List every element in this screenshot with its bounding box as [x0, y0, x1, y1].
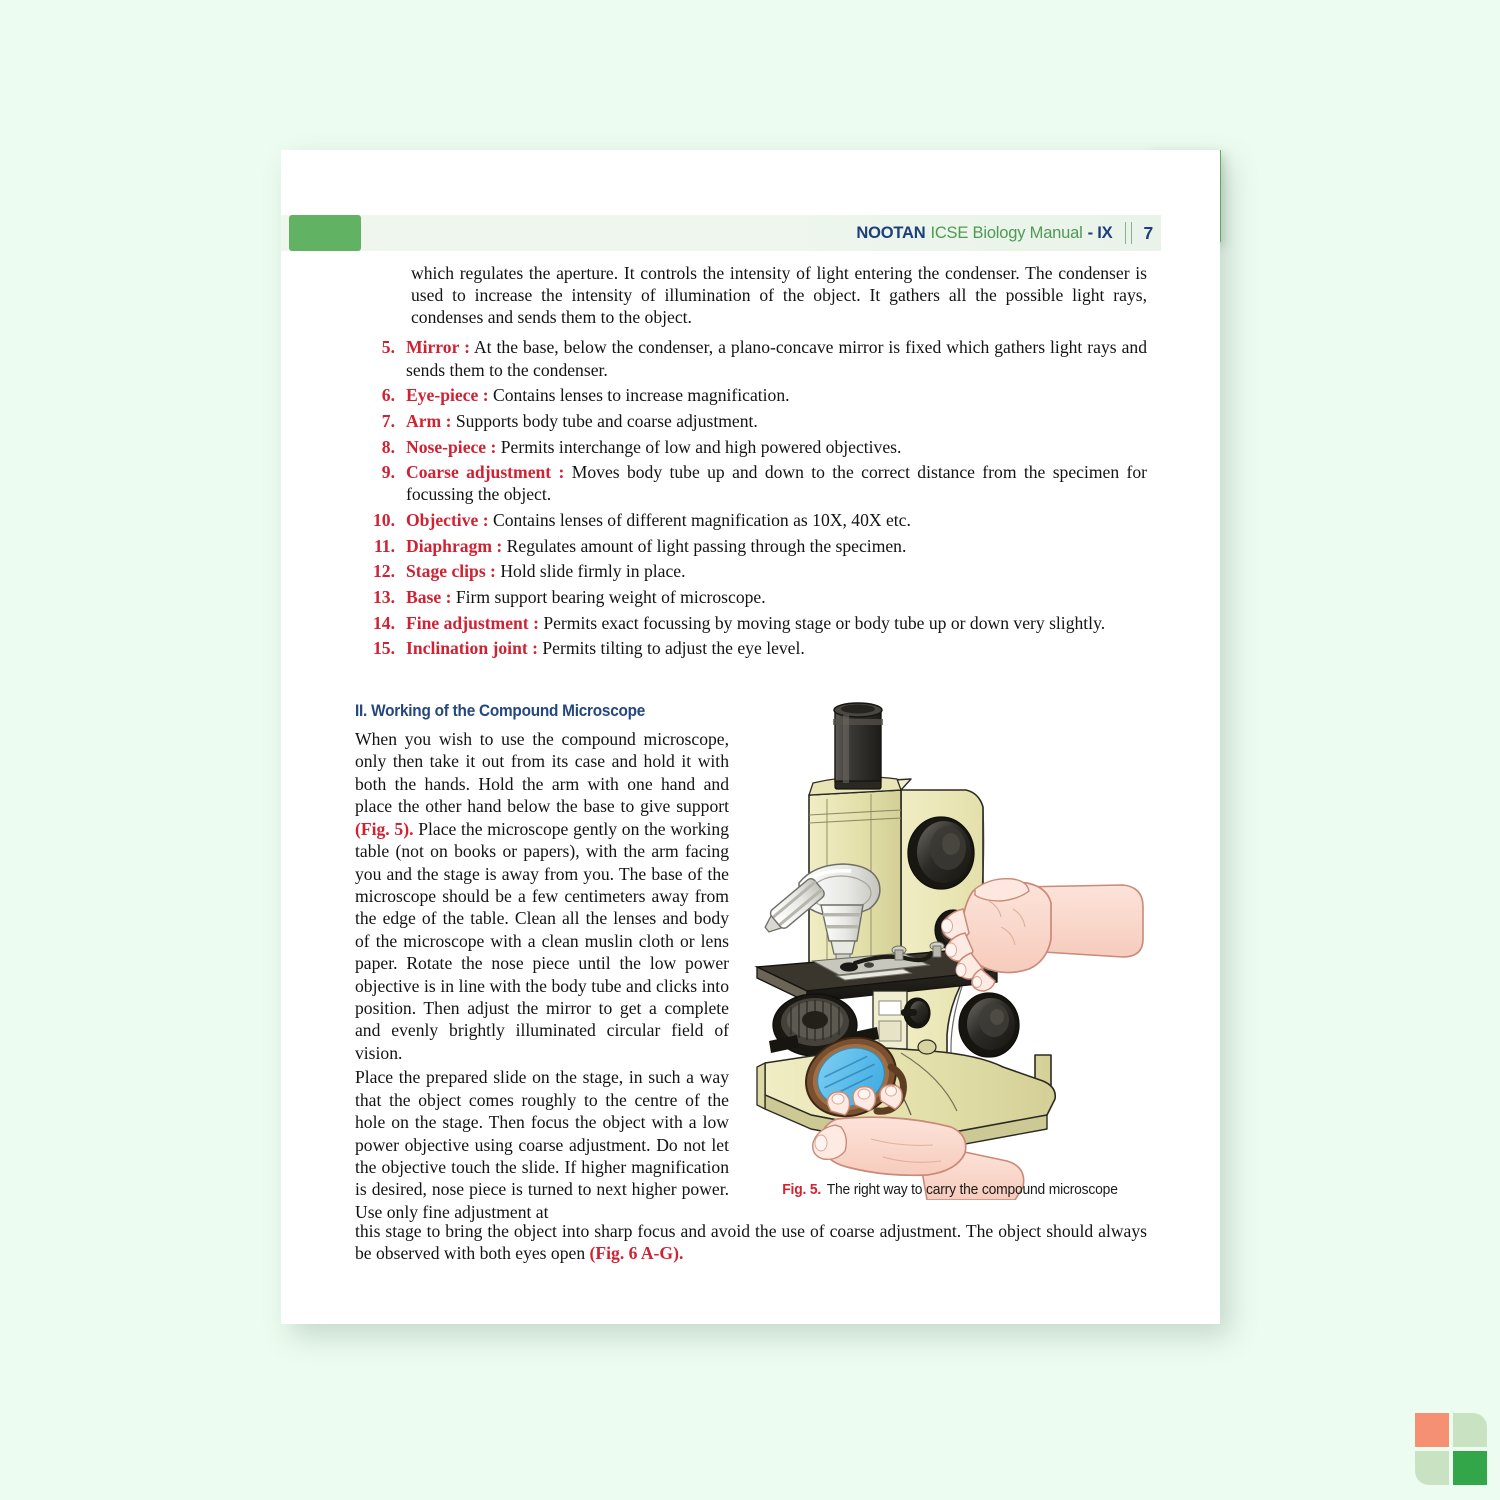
list-item-number: 10. [373, 510, 395, 531]
list-item-number: 5. [381, 337, 395, 358]
list-item [355, 461, 1147, 505]
list-item-number: 6. [381, 385, 395, 406]
figure-microscope-illustration [751, 695, 1151, 1200]
tail-text: this stage to bring the object into sharp focus and avoid the use of coarse adjustment. The object should always be observed with both eyes open [355, 1221, 1147, 1264]
list-item-term: Arm : [406, 410, 452, 431]
list-item-description: Permits exact focussing by moving stage or body tube up or down very slightly. [538, 612, 1106, 633]
list-item-text [406, 509, 1147, 531]
list-item-description: Permits interchange of low and high powered objectives. [496, 436, 902, 457]
list-item-term: Inclination joint : [406, 638, 538, 659]
working-para1-part-b: Place the microscope gently on the working table (not on books or papers), with the arm facing you and the stage is away from you. The base of the microscope should be a few centimeters away from the edge of the table. Clean all the lenses and body of the microscope with a clean muslin cloth or lens paper. Rotate the nose piece until the low power objective is in line with the body tube and clicks into position. Then adjust the mirror to get a complete and evenly brightly illuminated circular field of vision. [355, 818, 729, 1063]
list-item-description: Permits tilting to adjust the eye level. [537, 638, 805, 659]
list-item [355, 509, 1147, 531]
corner-blocks-decoration [1415, 1413, 1487, 1485]
tail-paragraph-wrap [355, 1220, 1147, 1265]
block-light-green-top [1453, 1413, 1487, 1447]
list-item-description: Contains lenses to increase magnification. [488, 385, 790, 406]
list-item-text [406, 384, 1147, 406]
list-item-description: Firm support bearing weight of microscope. [451, 587, 766, 608]
list-item-text [406, 410, 1147, 432]
list-item [355, 637, 1147, 659]
header-title: ICSE Biology Manual [930, 223, 1083, 242]
figure-label: Fig. 5. [782, 1182, 822, 1198]
list-item-number: 13. [373, 587, 395, 608]
list-item-term: Eye-piece : [406, 385, 489, 406]
list-item-description: Hold slide firmly in place. [495, 561, 686, 582]
list-item-description: Moves body tube up and down to the correct distance from the specimen for focussing the object. [406, 462, 1147, 505]
working-paragraph-2: Place the prepared slide on the stage, in such a way that the object comes roughly to the centre of the hole on the stage. Then focus the object with a low power objective using coarse adjustment. Do not let the objective touch the slide. If higher magnification is desired, nose piece is turned to next higher power. Use only fine adjustment at [355, 1067, 729, 1222]
list-item [355, 535, 1147, 557]
list-item-text [406, 637, 1147, 659]
list-item-description: Contains lenses of different magnification as 10X, 40X etc. [488, 510, 911, 531]
header-brand: NOOTAN [856, 223, 926, 242]
list-item-description: Supports body tube and coarse adjustment. [451, 410, 758, 431]
list-item [355, 560, 1147, 582]
figure-caption [759, 1182, 1141, 1198]
list-item [355, 336, 1147, 380]
list-item-text [406, 612, 1147, 634]
list-item-number: 12. [373, 561, 395, 582]
list-item [355, 410, 1147, 432]
block-salmon [1415, 1413, 1449, 1447]
list-item-term: Base : [406, 587, 452, 608]
document-page [281, 150, 1220, 1324]
list-item-text [406, 436, 1147, 458]
list-item-number: 9. [381, 462, 395, 483]
list-item-text [406, 461, 1147, 505]
list-item-term: Objective : [406, 510, 489, 531]
list-item-text [406, 535, 1147, 557]
list-item-text [406, 336, 1147, 380]
header-divider-rule [1125, 222, 1132, 244]
list-item [355, 436, 1147, 458]
list-item-term: Mirror : [406, 337, 470, 358]
working-para1-part-a: When you wish to use the compound microscope, only then take it out from its case and hold it with both the hands. Hold the arm with one hand and place the other hand below the base to give support [355, 729, 729, 817]
block-dark-green [1453, 1451, 1487, 1485]
list-item-number: 14. [373, 612, 395, 633]
intro-paragraph: which regulates the aperture. It controls the intensity of light entering the condenser. The condenser is used to increase the intensity of illumination of the object. It gathers all the possible light rays, condenses and sends them to the object. [411, 263, 1147, 328]
section-heading: II. Working of the Compound Microscope [355, 702, 646, 720]
list-item-term: Coarse adjustment : [406, 462, 565, 483]
working-paragraph-1 [355, 728, 729, 1064]
list-item-term: Stage clips : [406, 561, 496, 582]
list-item-text [406, 586, 1147, 608]
fig5-reference: (Fig. 5). [355, 818, 414, 839]
microscope-parts-list [355, 336, 1147, 659]
header-grade: - IX [1087, 223, 1113, 242]
main-content [355, 262, 1147, 663]
list-item [355, 612, 1147, 634]
microscope-svg [751, 695, 1151, 1200]
list-item-number: 15. [373, 638, 395, 659]
list-item-term: Fine adjustment : [406, 612, 539, 633]
tail-paragraph [355, 1220, 1147, 1265]
list-item-term: Nose-piece : [406, 436, 497, 457]
block-light-green-bottom [1415, 1451, 1449, 1485]
list-item [355, 586, 1147, 608]
hand-gripping-arm [942, 879, 1144, 991]
page-number: 7 [1143, 222, 1153, 243]
figure-caption-text: The right way to carry the compound microscope [826, 1182, 1118, 1198]
left-column-text [355, 728, 729, 1223]
list-item-number: 8. [381, 436, 395, 457]
list-item-number: 11. [373, 535, 395, 556]
list-item-term: Diaphragm : [406, 535, 503, 556]
list-item-number: 7. [381, 410, 395, 431]
page-header [281, 215, 1153, 251]
list-item-text [406, 560, 1147, 582]
list-item [355, 384, 1147, 406]
fig6-reference: (Fig. 6 A-G). [589, 1243, 684, 1264]
list-item-description: At the base, below the condenser, a plano-concave mirror is fixed which gathers light rays and sends them to the condenser. [406, 337, 1147, 380]
list-item-description: Regulates amount of light passing through the specimen. [502, 535, 907, 556]
